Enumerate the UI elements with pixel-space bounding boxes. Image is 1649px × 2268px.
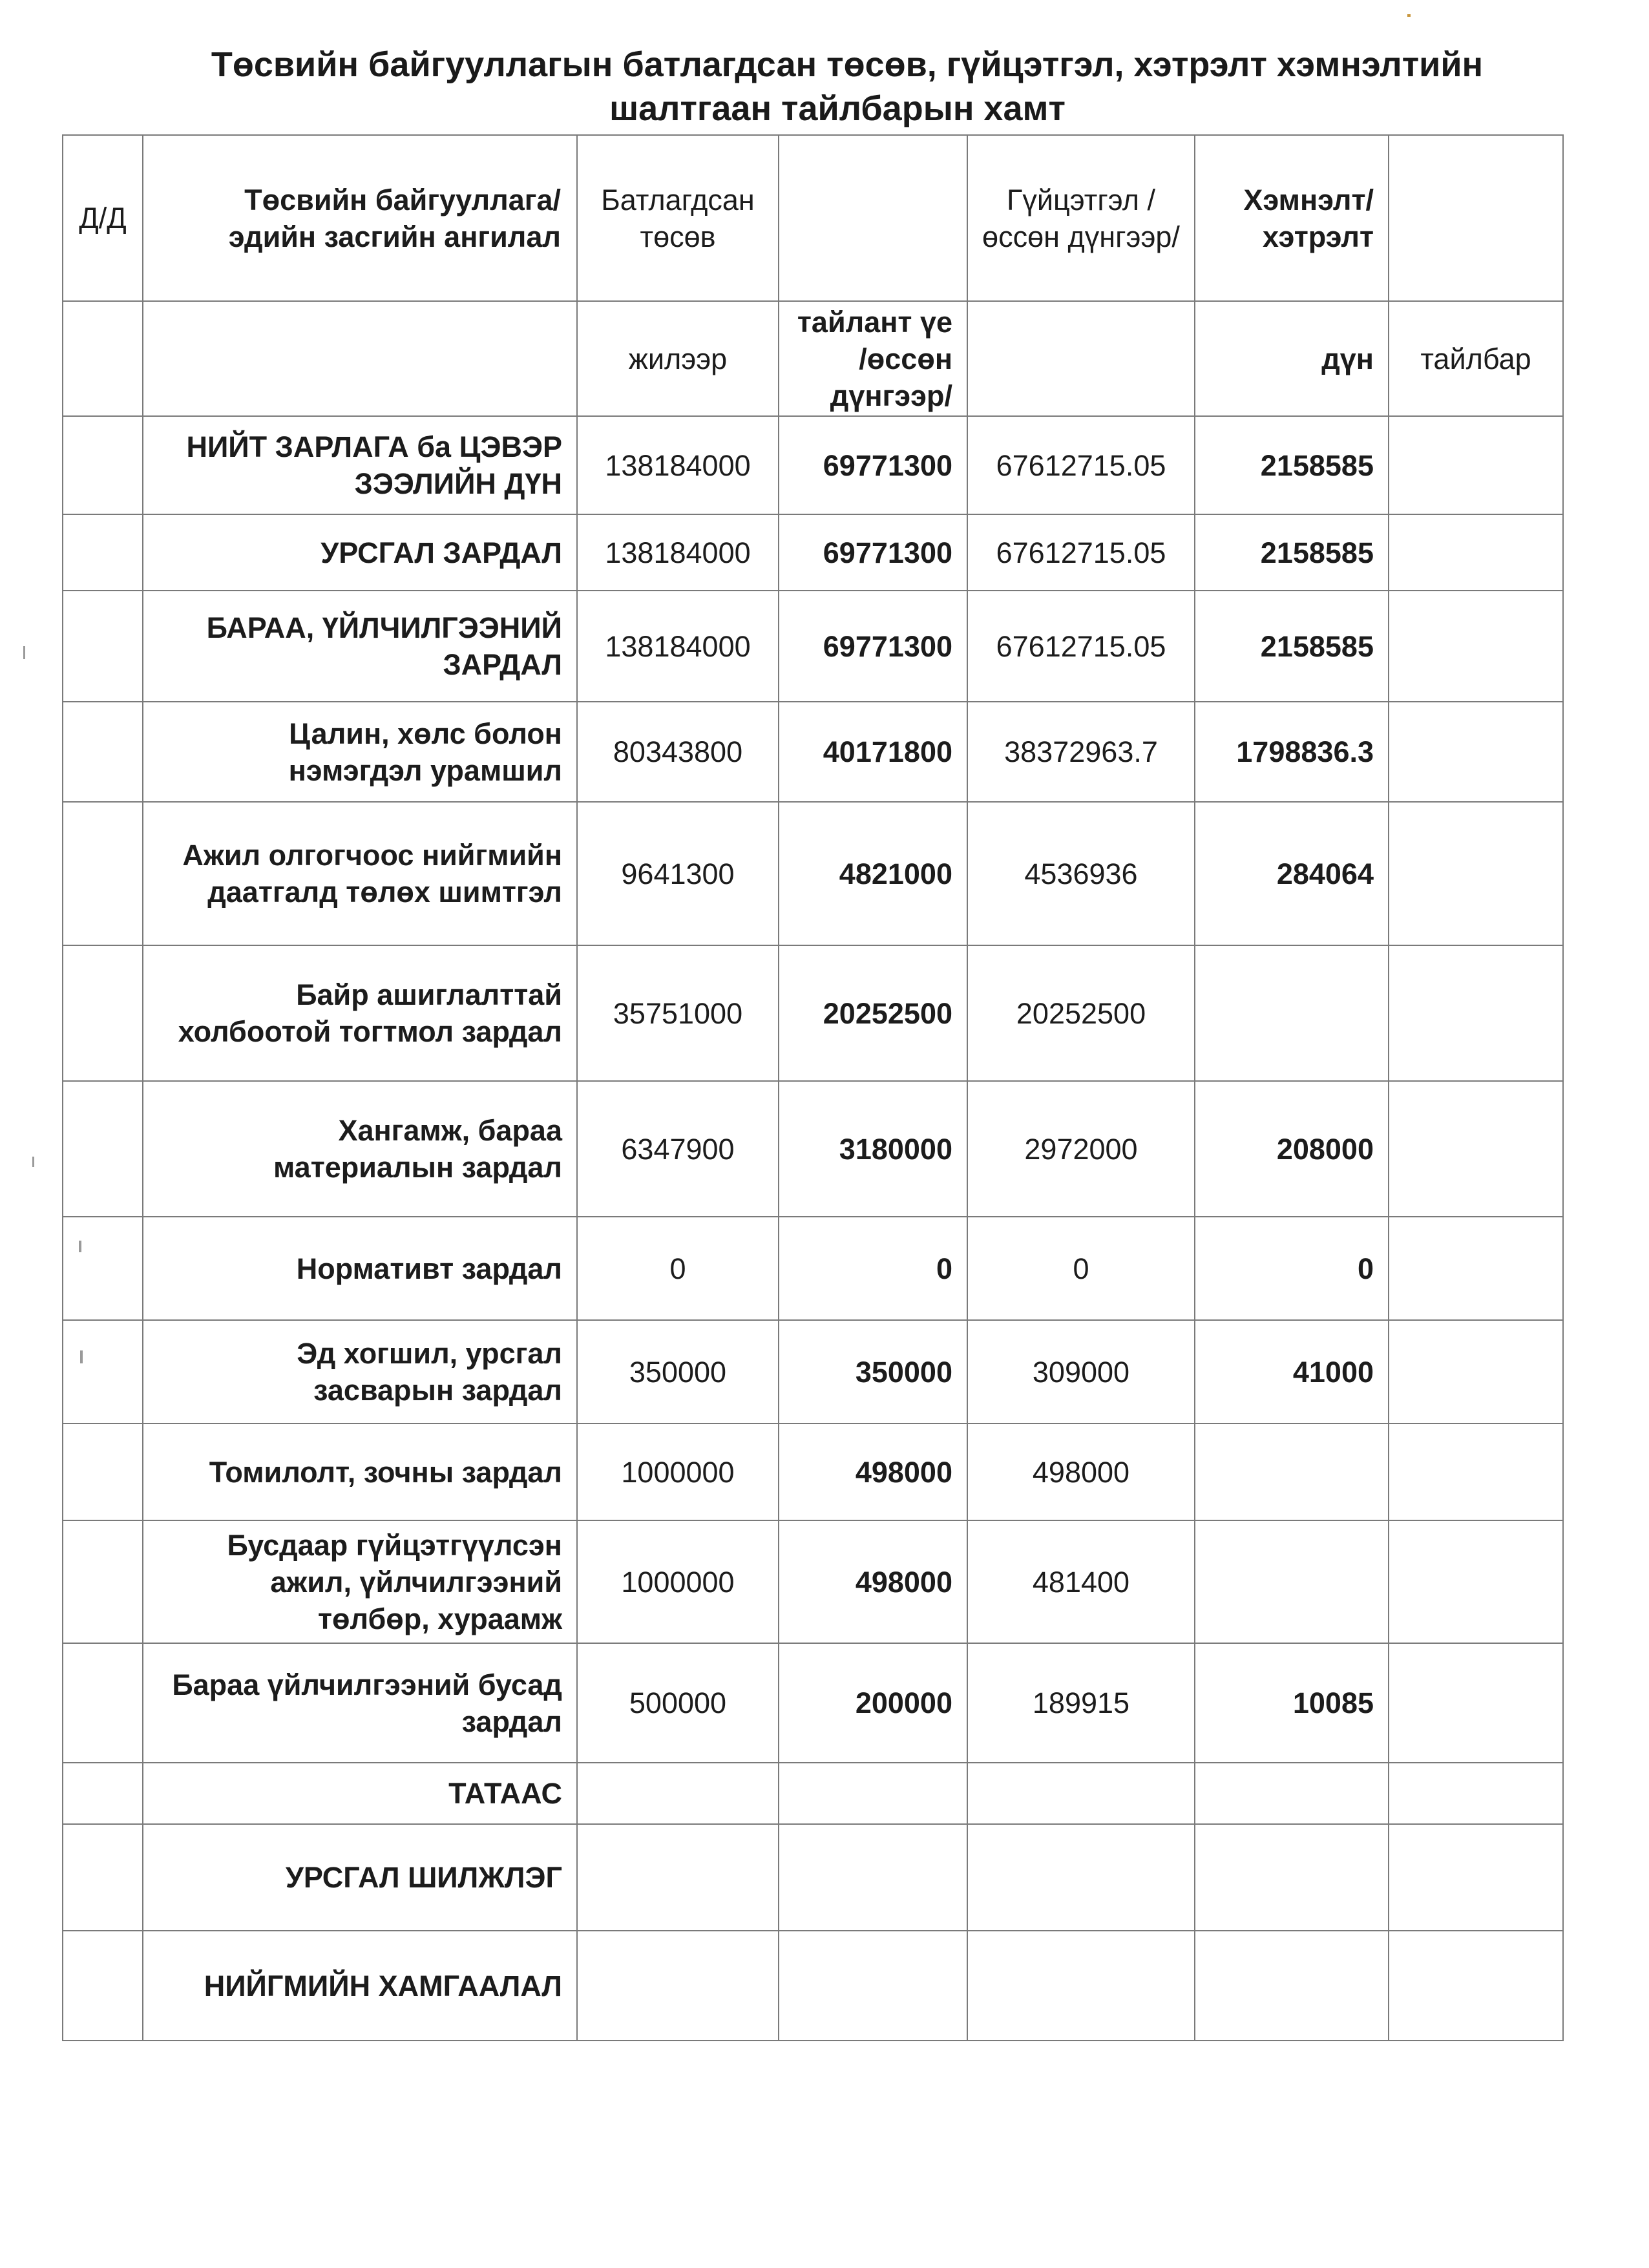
row-amount: [1195, 1931, 1389, 2041]
table-row: [63, 802, 1563, 945]
row-dd-cell: [63, 591, 143, 702]
row-annual: 0: [577, 1217, 779, 1320]
row-name: Ажил олгогчоос нийгмийн даатгалд төлөх шимтгэл: [143, 802, 577, 945]
header-empty-2: [1389, 135, 1563, 301]
header-dd: Д/Д: [63, 135, 143, 301]
table-row: [63, 1931, 1563, 2041]
row-name: Хангамж, бараа материалын зардал: [143, 1081, 577, 1217]
row-annual: [577, 1931, 779, 2041]
row-dd-cell: [63, 1931, 143, 2041]
row-execution: 189915: [967, 1643, 1195, 1763]
row-execution: 0: [967, 1217, 1195, 1320]
row-annual: 1000000: [577, 1423, 779, 1520]
table-row: [63, 1824, 1563, 1931]
row-amount: [1195, 1824, 1389, 1931]
row-amount: 2158585: [1195, 514, 1389, 591]
header-empty-3: [63, 301, 143, 416]
page-title: [0, 43, 1649, 131]
row-period: 498000: [779, 1520, 967, 1643]
header-empty-5: [967, 301, 1195, 416]
row-execution: [967, 1931, 1195, 2041]
scan-speck: [23, 646, 25, 659]
row-execution: 481400: [967, 1520, 1195, 1643]
row-name: НИЙГМИЙН ХАМГААЛАЛ: [143, 1931, 577, 2041]
header-empty-1: [779, 135, 967, 301]
row-amount: 41000: [1195, 1320, 1389, 1423]
table-row: [63, 702, 1563, 802]
row-annual: 138184000: [577, 514, 779, 591]
row-name: Байр ашиглалттай холбоотой тогтмол зардал: [143, 945, 577, 1081]
row-period: [779, 1824, 967, 1931]
row-period: [779, 1931, 967, 2041]
header-note: тайлбар: [1389, 301, 1563, 416]
row-annual: 138184000: [577, 416, 779, 514]
row-annual: 500000: [577, 1643, 779, 1763]
row-dd-cell: [63, 1520, 143, 1643]
row-period: 69771300: [779, 591, 967, 702]
row-dd-cell: [63, 416, 143, 514]
row-name: УРСГАЛ ЗАРДАЛ: [143, 514, 577, 591]
row-note: [1389, 591, 1563, 702]
row-name: Бусдаар гүйцэтгүүлсэн ажил, үйлчилгээний төлбөр, хураамж: [143, 1520, 577, 1643]
row-period: 69771300: [779, 416, 967, 514]
row-note: [1389, 702, 1563, 802]
row-annual: [577, 1824, 779, 1931]
table-row: [63, 1643, 1563, 1763]
row-note: [1389, 802, 1563, 945]
row-amount: [1195, 1520, 1389, 1643]
table-row: [63, 416, 1563, 514]
header-execution: Гүйцэтгэл /өссөн дүнгээр/: [967, 135, 1195, 301]
row-amount: 0: [1195, 1217, 1389, 1320]
row-dd-cell: [63, 1643, 143, 1763]
row-annual: 1000000: [577, 1520, 779, 1643]
table-row: [63, 1081, 1563, 1217]
header-row-2: [63, 301, 1563, 416]
row-name: НИЙТ ЗАРЛАГА ба ЦЭВЭР ЗЭЭЛИЙН ДҮН: [143, 416, 577, 514]
row-execution: 38372963.7: [967, 702, 1195, 802]
row-note: [1389, 1643, 1563, 1763]
row-dd-cell: [63, 1423, 143, 1520]
table-row: [63, 514, 1563, 591]
row-name: Цалин, хөлс болон нэмэгдэл урамшил: [143, 702, 577, 802]
row-name: Нормативт зардал: [143, 1217, 577, 1320]
row-note: [1389, 1520, 1563, 1643]
row-name: Эд хогшил, урсгал засварын зардал: [143, 1320, 577, 1423]
row-period: 350000: [779, 1320, 967, 1423]
row-amount: 284064: [1195, 802, 1389, 945]
table-row: [63, 591, 1563, 702]
row-amount: 1798836.3: [1195, 702, 1389, 802]
row-amount: 208000: [1195, 1081, 1389, 1217]
row-period: 498000: [779, 1423, 967, 1520]
row-note: [1389, 1423, 1563, 1520]
table-row: [63, 1520, 1563, 1643]
scan-speck: [80, 1350, 83, 1363]
table-row: [63, 1763, 1563, 1824]
header-org: Төсвийн байгууллага/ эдийн засгийн ангилал: [143, 135, 577, 301]
row-period: [779, 1763, 967, 1824]
row-annual: 6347900: [577, 1081, 779, 1217]
row-annual: 80343800: [577, 702, 779, 802]
row-annual: 9641300: [577, 802, 779, 945]
row-dd-cell: [63, 1824, 143, 1931]
row-execution: 67612715.05: [967, 591, 1195, 702]
row-note: [1389, 1320, 1563, 1423]
row-note: [1389, 1081, 1563, 1217]
row-name: Бараа үйлчилгээний бусад зардал: [143, 1643, 577, 1763]
row-execution: [967, 1824, 1195, 1931]
scan-speck: [79, 1241, 81, 1252]
row-note: [1389, 1824, 1563, 1931]
row-dd-cell: [63, 1217, 143, 1320]
table-row: [63, 945, 1563, 1081]
row-name: УРСГАЛ ШИЛЖЛЭГ: [143, 1824, 577, 1931]
header-row-1: [63, 135, 1563, 301]
scan-speck: [32, 1157, 34, 1167]
budget-table: [62, 134, 1564, 2041]
table-row: [63, 1423, 1563, 1520]
row-annual: 35751000: [577, 945, 779, 1081]
table-row: [63, 1320, 1563, 1423]
row-period: 3180000: [779, 1081, 967, 1217]
row-execution: 2972000: [967, 1081, 1195, 1217]
row-period: 20252500: [779, 945, 967, 1081]
row-note: [1389, 1217, 1563, 1320]
row-dd-cell: [63, 945, 143, 1081]
row-dd-cell: [63, 702, 143, 802]
row-name: Томилолт, зочны зардал: [143, 1423, 577, 1520]
row-amount: [1195, 1423, 1389, 1520]
row-note: [1389, 416, 1563, 514]
row-period: 200000: [779, 1643, 967, 1763]
row-amount: [1195, 1763, 1389, 1824]
row-execution: 309000: [967, 1320, 1195, 1423]
row-note: [1389, 1931, 1563, 2041]
row-annual: 350000: [577, 1320, 779, 1423]
row-amount: [1195, 945, 1389, 1081]
row-name: БАРАА, ҮЙЛЧИЛГЭЭНИЙ ЗАРДАЛ: [143, 591, 577, 702]
row-note: [1389, 514, 1563, 591]
row-execution: 498000: [967, 1423, 1195, 1520]
row-period: 69771300: [779, 514, 967, 591]
table-body: [63, 416, 1563, 2041]
row-execution: 4536936: [967, 802, 1195, 945]
title-line-2: шалтгаан тайлбарын хамт: [609, 89, 1066, 128]
row-execution: 20252500: [967, 945, 1195, 1081]
row-dd-cell: [63, 802, 143, 945]
row-period: 0: [779, 1217, 967, 1320]
row-amount: 2158585: [1195, 416, 1389, 514]
header-annual: жилээр: [577, 301, 779, 416]
row-dd-cell: [63, 514, 143, 591]
header-savings: Хэмнэлт/ хэтрэлт: [1195, 135, 1389, 301]
row-amount: 2158585: [1195, 591, 1389, 702]
row-dd-cell: [63, 1763, 143, 1824]
row-dd-cell: [63, 1081, 143, 1217]
header-period: тайлант үе /өссөн дүнгээр/: [779, 301, 967, 416]
row-period: 4821000: [779, 802, 967, 945]
scan-speck: [1407, 14, 1411, 17]
row-annual: [577, 1763, 779, 1824]
row-execution: 67612715.05: [967, 416, 1195, 514]
row-note: [1389, 1763, 1563, 1824]
header-approved: Батлагдсан төсөв: [577, 135, 779, 301]
row-execution: [967, 1763, 1195, 1824]
row-name: ТАТААС: [143, 1763, 577, 1824]
row-period: 40171800: [779, 702, 967, 802]
row-note: [1389, 945, 1563, 1081]
table-row: [63, 1217, 1563, 1320]
row-execution: 67612715.05: [967, 514, 1195, 591]
row-annual: 138184000: [577, 591, 779, 702]
header-empty-4: [143, 301, 577, 416]
header-amount: дүн: [1195, 301, 1389, 416]
row-dd-cell: [63, 1320, 143, 1423]
row-amount: 10085: [1195, 1643, 1389, 1763]
title-line-1: Төсвийн байгууллагын батлагдсан төсөв, гүйцэтгэл, хэтрэлт хэмнэлтийн: [211, 45, 1484, 84]
